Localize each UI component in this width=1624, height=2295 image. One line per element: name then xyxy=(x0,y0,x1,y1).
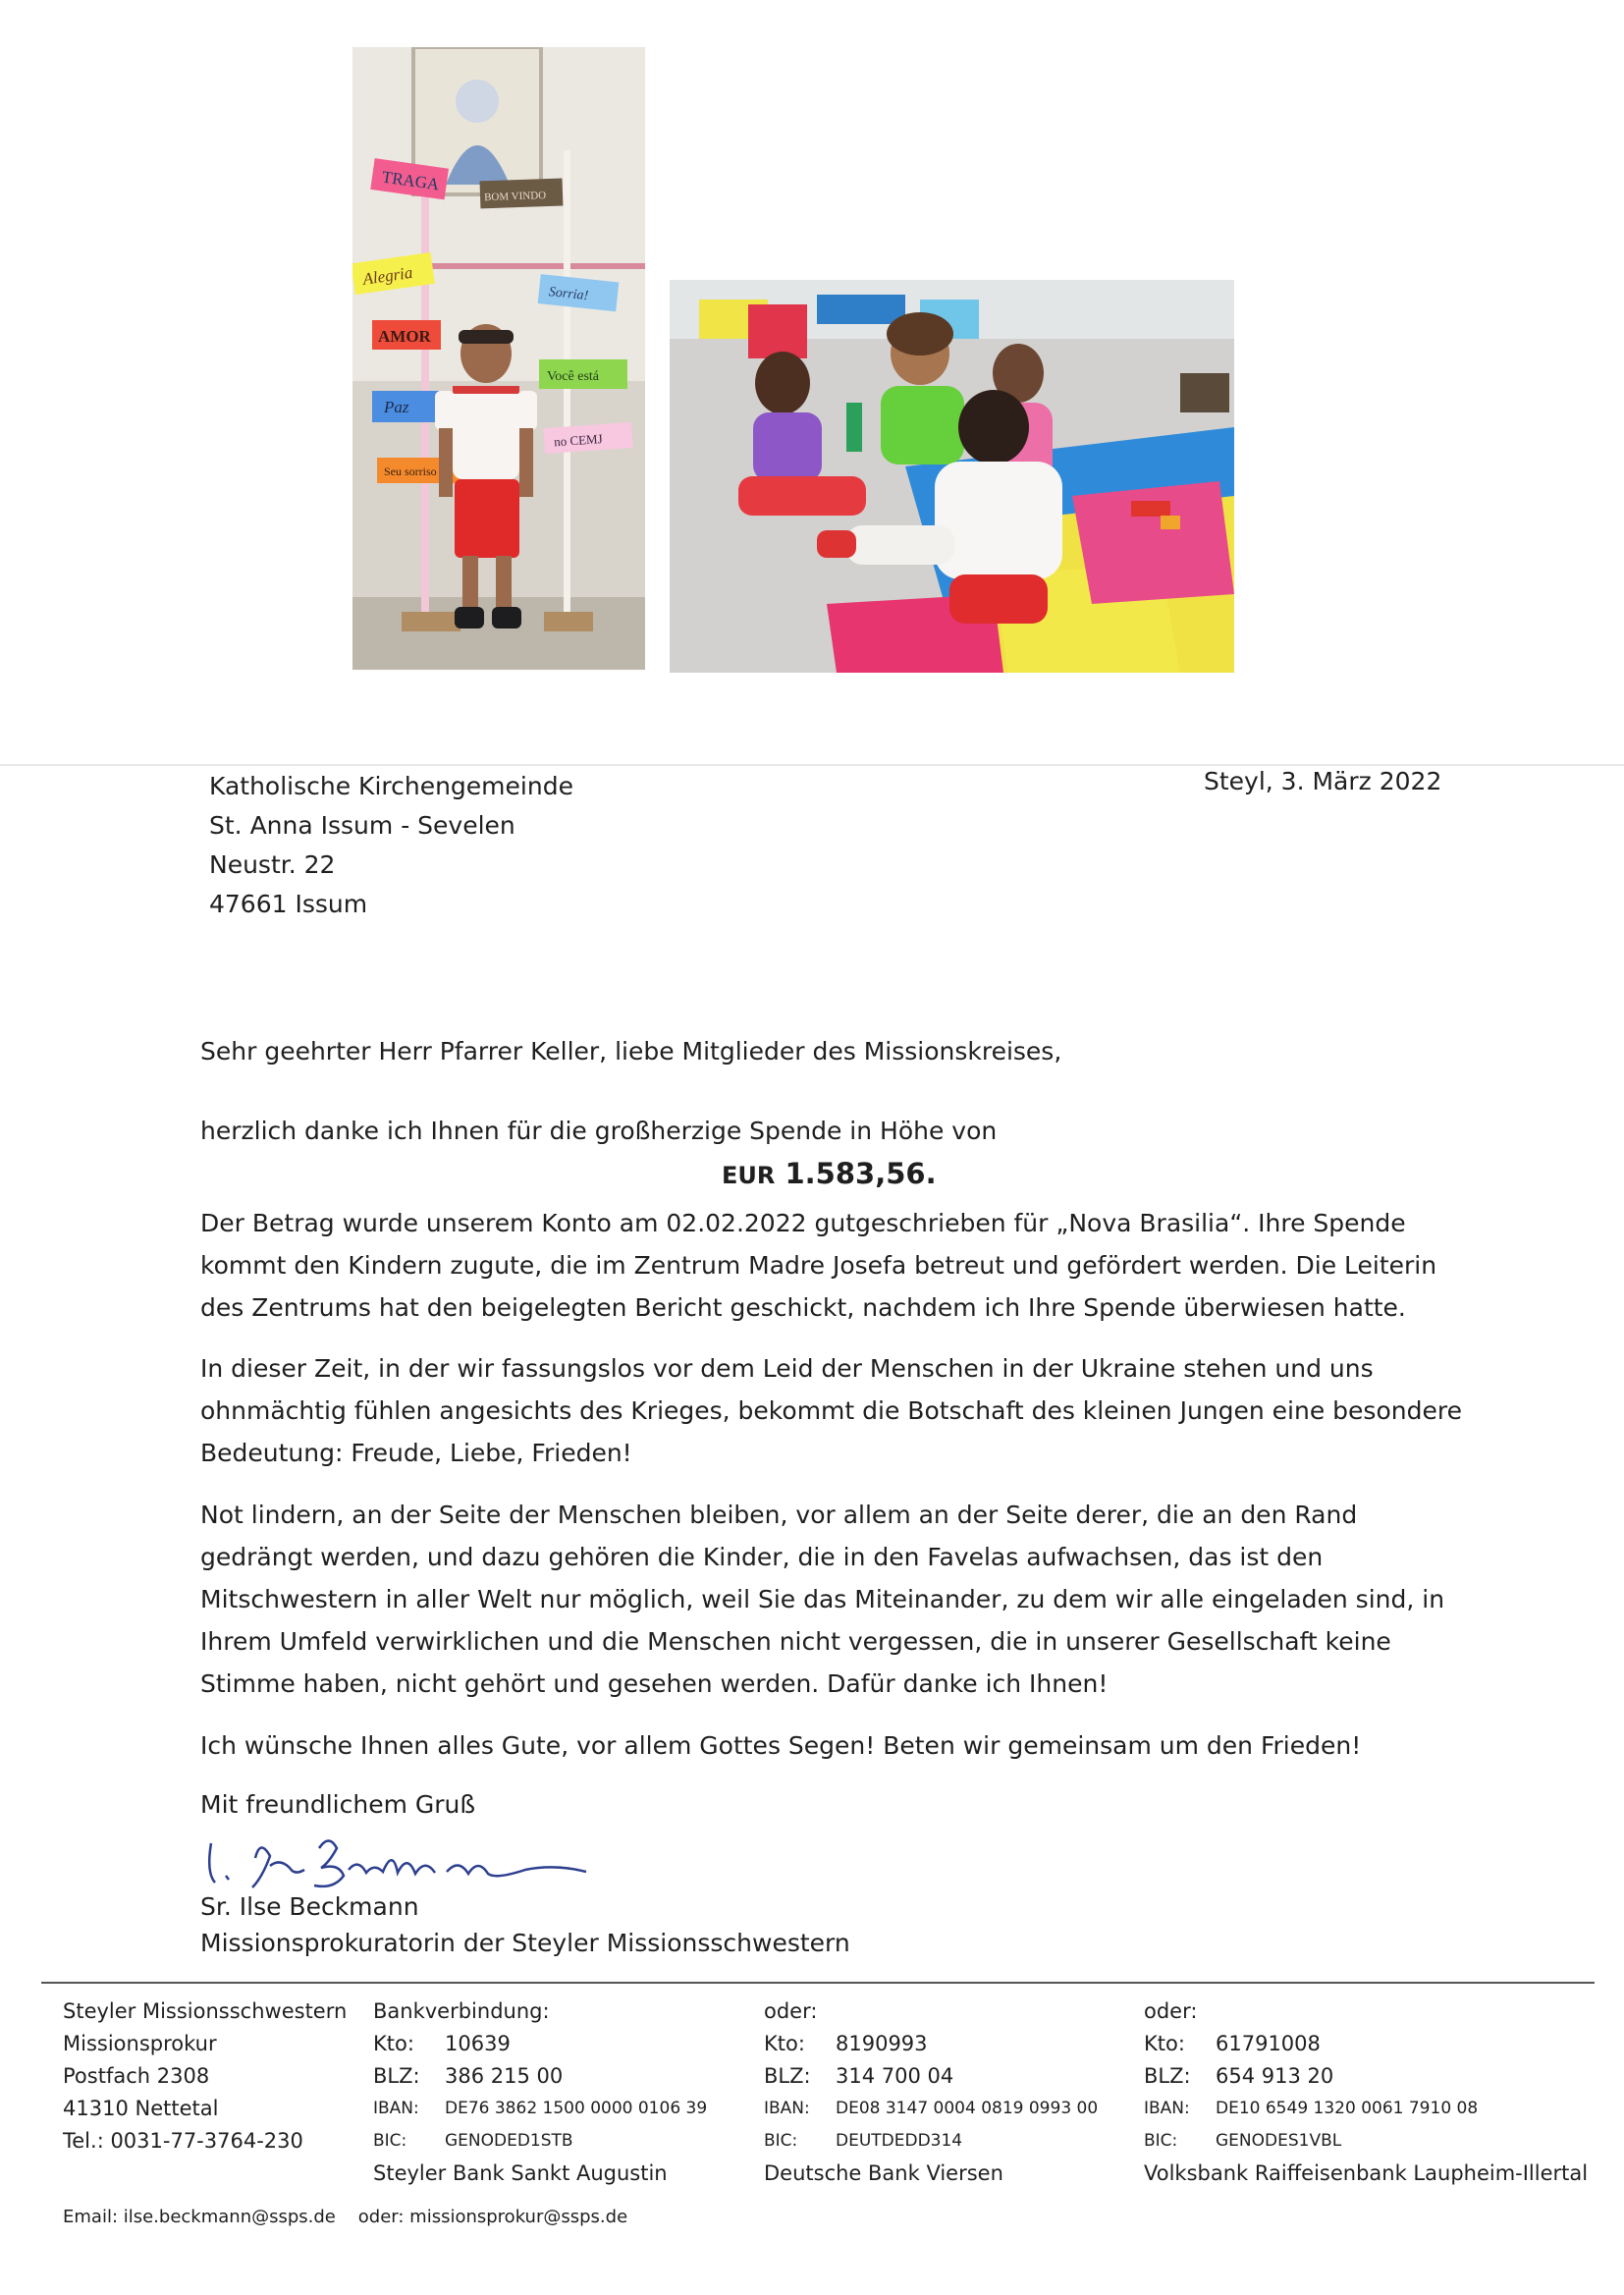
bank-name: Steyler Bank Sankt Augustin xyxy=(373,2161,668,2185)
iban-label: IBAN: xyxy=(764,2099,810,2118)
closing: Mit freundlichem Gruß xyxy=(200,1790,476,1819)
svg-text:no CEMJ: no CEMJ xyxy=(553,431,604,450)
bank-name: Deutsche Bank Viersen xyxy=(764,2161,1003,2185)
bank-kto: 61791008 xyxy=(1216,2032,1321,2055)
bank-blz: 386 215 00 xyxy=(445,2064,564,2088)
svg-text:Paz: Paz xyxy=(384,398,409,416)
bank-bic: GENODES1VBL xyxy=(1216,2131,1342,2151)
blz-label: BLZ: xyxy=(1144,2064,1191,2088)
thanks-intro: herzlich danke ich Ihnen für die großherzige Spende in Höhe von xyxy=(200,1117,998,1145)
footer-bank-3 xyxy=(1144,1995,1588,2190)
bank-name: Volksbank Raiffeisenbank Laupheim-Illertal xyxy=(1144,2161,1589,2185)
recipient-line-1: Katholische Kirchengemeinde xyxy=(209,772,573,800)
org-line: Tel.: 0031-77-3764-230 xyxy=(63,2129,303,2153)
paragraph-2: In dieser Zeit, in der wir fassungslos vor dem Leid der Menschen in der Ukraine stehen und uns ohnmächtig fühlen angesichts des Krieges, bekommt die Botschaft des kleinen Jungen eine besondere Bedeutung: Freude, Liebe, Frieden! xyxy=(200,1354,1462,1467)
svg-text:AMOR: AMOR xyxy=(378,327,431,346)
kto-label: Kto: xyxy=(1144,2032,1185,2055)
boy-signpost-illustration xyxy=(352,47,645,670)
handwritten-signature xyxy=(201,1829,594,1897)
org-line: 41310 Nettetal xyxy=(63,2097,219,2120)
paragraph-1: Der Betrag wurde unserem Konto am 02.02.2022 gutgeschrieben für „Nova Brasilia“. Ihre Spende kommt den Kindern zugute, die im Zentrum Madre Josefa betreut und gefördert werden. Die Leiterin des Zentrums hat den beigelegten Bericht geschickt, nachdem ich Ihre Spende überwiesen hatte. xyxy=(200,1209,1437,1322)
bank-iban: DE10 6549 1320 0061 7910 08 xyxy=(1216,2099,1479,2118)
signer-name: Sr. Ilse Beckmann xyxy=(200,1892,419,1921)
children-playing-illustration xyxy=(670,280,1234,673)
bank-iban: DE08 3147 0004 0819 0993 00 xyxy=(836,2099,1099,2118)
paragraph-3: Not lindern, an der Seite der Menschen bleiben, vor allem an der Seite derer, die an den Rand gedrängt werden, und dazu gehören die Kinder, die in den Favelas aufwachsen, das ist den Mitschwestern in aller Welt nur möglich, weil Sie das Miteinander, zu dem wir alle eingeladen sind, in Ihrem Umfeld verwirklichen und die Menschen nicht vergessen, die in unserer Gesellschaft keine Stimme haben, nicht gehört und gesehen werden. Dafür danke ich Ihnen! xyxy=(200,1501,1445,1698)
svg-text:Alegria: Alegria xyxy=(361,262,414,289)
bank-bic: DEUTDEDD314 xyxy=(836,2131,963,2151)
footer-bank-1 xyxy=(373,1995,707,2190)
photo-children-playing xyxy=(670,280,1234,673)
footer-email: Email: ilse.beckmann@ssps.de oder: missionsprokur@ssps.de xyxy=(63,2207,628,2227)
photo-boy-with-signpost xyxy=(352,47,645,670)
iban-label: IBAN: xyxy=(1144,2099,1190,2118)
bank-heading: oder: xyxy=(1144,1999,1198,2023)
fold-line xyxy=(0,764,1624,766)
bank-heading: Bankverbindung: xyxy=(373,1999,550,2023)
paragraph-4: Ich wünsche Ihnen alles Gute, vor allem Gottes Segen! Beten wir gemeinsam um den Frieden! xyxy=(200,1731,1362,1760)
signer-title: Missionsprokuratorin der Steyler Missionsschwestern xyxy=(200,1929,850,1957)
bank-iban: DE76 3862 1500 0000 0106 39 xyxy=(445,2099,708,2118)
org-line: Postfach 2308 xyxy=(63,2064,210,2088)
bank-kto: 10639 xyxy=(445,2032,511,2055)
bank-bic: GENODED1STB xyxy=(445,2131,573,2151)
donation-amount xyxy=(722,1157,937,1190)
footer-bank-2 xyxy=(764,1995,1098,2190)
footer-organization xyxy=(63,1995,347,2158)
iban-label: IBAN: xyxy=(373,2099,419,2118)
bank-blz: 654 913 20 xyxy=(1216,2064,1334,2088)
bic-label: BIC: xyxy=(1144,2131,1178,2151)
recipient-line-3: Neustr. 22 xyxy=(209,850,336,879)
svg-text:Sorria!: Sorria! xyxy=(548,285,589,304)
svg-text:Seu sorriso: Seu sorriso xyxy=(384,464,437,478)
bank-kto: 8190993 xyxy=(836,2032,928,2055)
recipient-line-2: St. Anna Issum - Sevelen xyxy=(209,811,515,840)
org-line: Steyler Missionsschwestern xyxy=(63,1999,348,2023)
footer-divider xyxy=(41,1982,1595,1984)
kto-label: Kto: xyxy=(764,2032,805,2055)
bic-label: BIC: xyxy=(764,2131,798,2151)
org-line: Missionsprokur xyxy=(63,2032,217,2055)
svg-text:TRAGA: TRAGA xyxy=(380,167,441,194)
kto-label: Kto: xyxy=(373,2032,414,2055)
bank-blz: 314 700 04 xyxy=(836,2064,954,2088)
blz-label: BLZ: xyxy=(764,2064,811,2088)
svg-text:Você está: Você está xyxy=(547,369,599,384)
letter-date: Steyl, 3. März 2022 xyxy=(1204,767,1442,795)
amount-currency: EUR xyxy=(722,1162,776,1189)
svg-text:BOM VINDO: BOM VINDO xyxy=(483,190,547,204)
bank-heading: oder: xyxy=(764,1999,818,2023)
salutation: Sehr geehrter Herr Pfarrer Keller, liebe Mitglieder des Missionskreises, xyxy=(200,1037,1062,1066)
recipient-line-4: 47661 Issum xyxy=(209,890,368,918)
bic-label: BIC: xyxy=(373,2131,407,2151)
amount-value: 1.583,56. xyxy=(785,1157,937,1190)
blz-label: BLZ: xyxy=(373,2064,420,2088)
